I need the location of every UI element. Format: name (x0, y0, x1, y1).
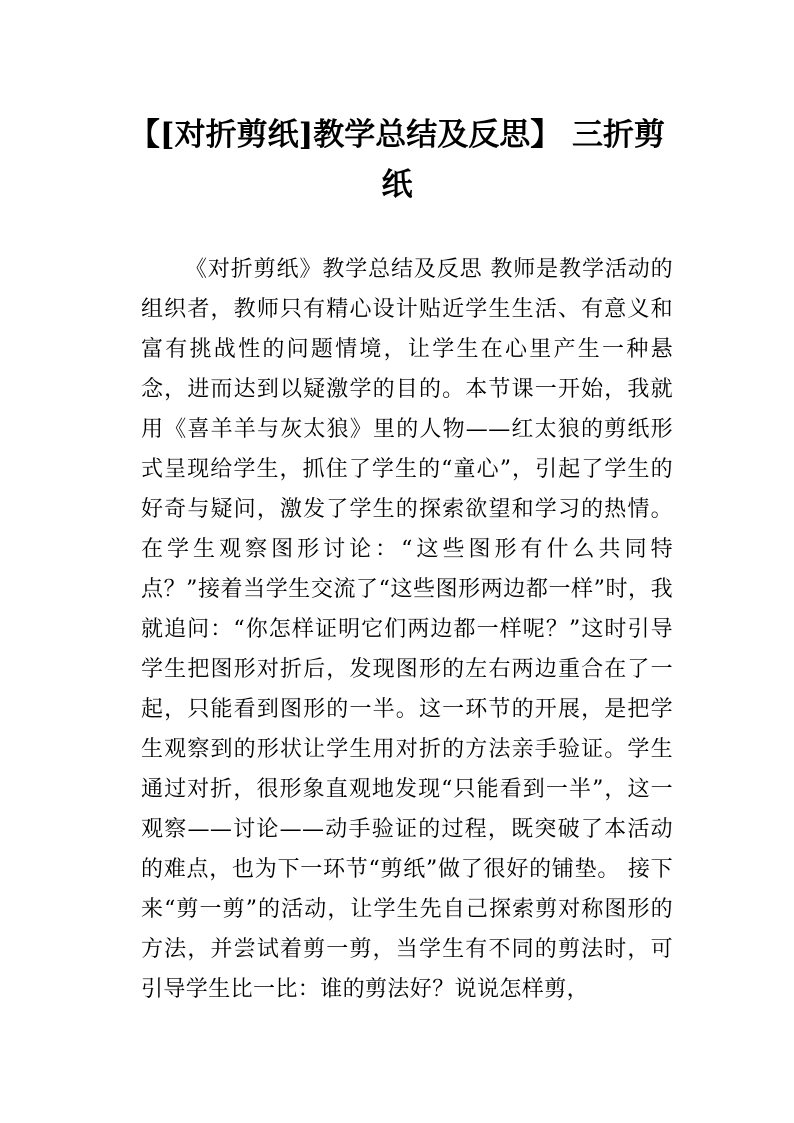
document-title: 【[对折剪纸]教学总结及反思】 三折剪纸 (128, 117, 666, 203)
document-body-paragraph: 《对折剪纸》教学总结及反思 教师是教学活动的组织者，教师只有精心设计贴近学生生活、有意义和富有挑战性的问题情境，让学生在心里产生一种悬念，进而达到以疑激学的目的。本节课一开始，我就用《喜羊羊与灰太狼》里的人物——红太狼的剪纸形式呈现给学生，抓住了学生的“童心”，引起了学生的好奇与疑问，激发了学生的探索欲望和学习的热情。 在学生观察图形讨论：“这些图形有什么共同特点？”接着当学生交流了“这些图形两边都一样”时，我就追问：“你怎样证明它们两边都一样呢？”这时引导学生把图形对折后，发现图形的左右两边重合在了一起，只能看到图形的一半。这一环节的开展，是把学生观察到的形状让学生用对折的方法亲手验证。学生通过对折，很形象直观地发现“只能看到一半”，这一观察——讨论——动手验证的过程，既突破了本活动的难点，也为下一环节“剪纸”做了很好的铺垫。 接下来“剪一剪”的活动，让学生先自己探索剪对称图形的方法，并尝试着剪一剪，当学生有不同的剪法时，可引导学生比一比：谁的剪法好？说说怎样剪， (141, 257, 673, 1002)
